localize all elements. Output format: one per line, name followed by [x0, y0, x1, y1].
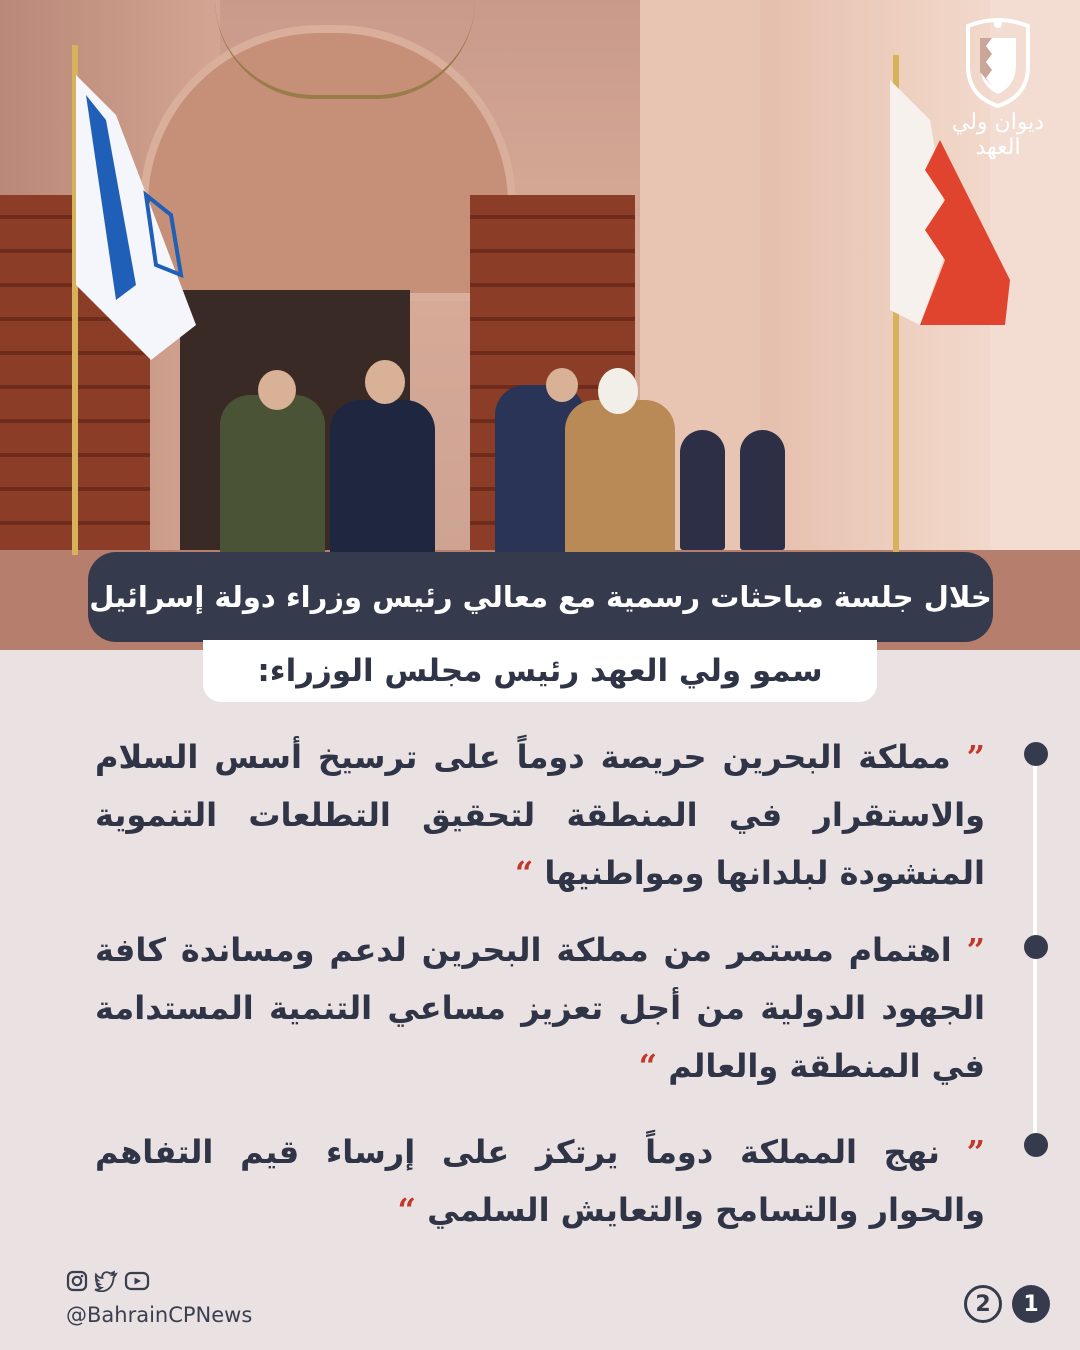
logo-text: ديوان ولي العهد [951, 110, 1045, 160]
close-quote: “ [514, 854, 534, 892]
crown-prince-court-logo [938, 16, 1058, 160]
close-quote: “ [397, 1191, 416, 1229]
quote-item [95, 921, 985, 1095]
headline-text: خلال جلسة مباحثات رسمية مع معالي رئيس وزراء دولة إسرائيل [89, 580, 992, 614]
quote-text: مملكة البحرين حريصة دوماً على ترسيخ أسس السلام والاستقرار في المنطقة لتحقيق التطلعات التنموية المنشودة لبلدانها ومواطنيها [95, 738, 985, 892]
speaker-text: سمو ولي العهد رئيس مجلس الوزراء: [257, 653, 823, 689]
bullet-dot [1024, 935, 1048, 959]
social-icons [66, 1270, 150, 1292]
youtube-icon[interactable] [124, 1270, 150, 1292]
open-quote: ” [966, 1133, 986, 1171]
emblem-icon [958, 16, 1038, 108]
soldier-figure [220, 395, 325, 555]
quote-text: اهتمام مستمر من مملكة البحرين لدعم ومساندة كافة الجهود الدولية من أجل تعزيز مساعي التنمية المستدامة في المنطقة والعالم [95, 931, 985, 1085]
open-quote: ” [966, 738, 986, 776]
prime-minister-figure [330, 400, 435, 555]
open-quote: ” [966, 931, 986, 969]
twitter-icon[interactable] [94, 1270, 118, 1292]
page-1-button[interactable]: 1 [1012, 1285, 1050, 1323]
page-2-button[interactable]: 2 [964, 1285, 1002, 1323]
instagram-icon[interactable] [66, 1270, 88, 1292]
page-indicator [964, 1285, 1050, 1323]
quote-text: نهج المملكة دوماً يرتكز على إرساء قيم التفاهم والحوار والتسامح والتعايش السلمي [95, 1133, 985, 1229]
close-quote: “ [638, 1047, 658, 1085]
quote-item [95, 728, 985, 902]
guard-figure [680, 430, 725, 550]
crown-prince-figure [565, 400, 675, 555]
quote-item [95, 1123, 985, 1239]
bullet-dot [1024, 742, 1048, 766]
headline-banner [88, 552, 993, 642]
speaker-label [203, 640, 877, 702]
social-handle[interactable]: @BahrainCPNews [66, 1303, 253, 1327]
bullet-dot [1024, 1133, 1048, 1157]
guard-figure [740, 430, 785, 550]
israel-flag [76, 75, 206, 360]
